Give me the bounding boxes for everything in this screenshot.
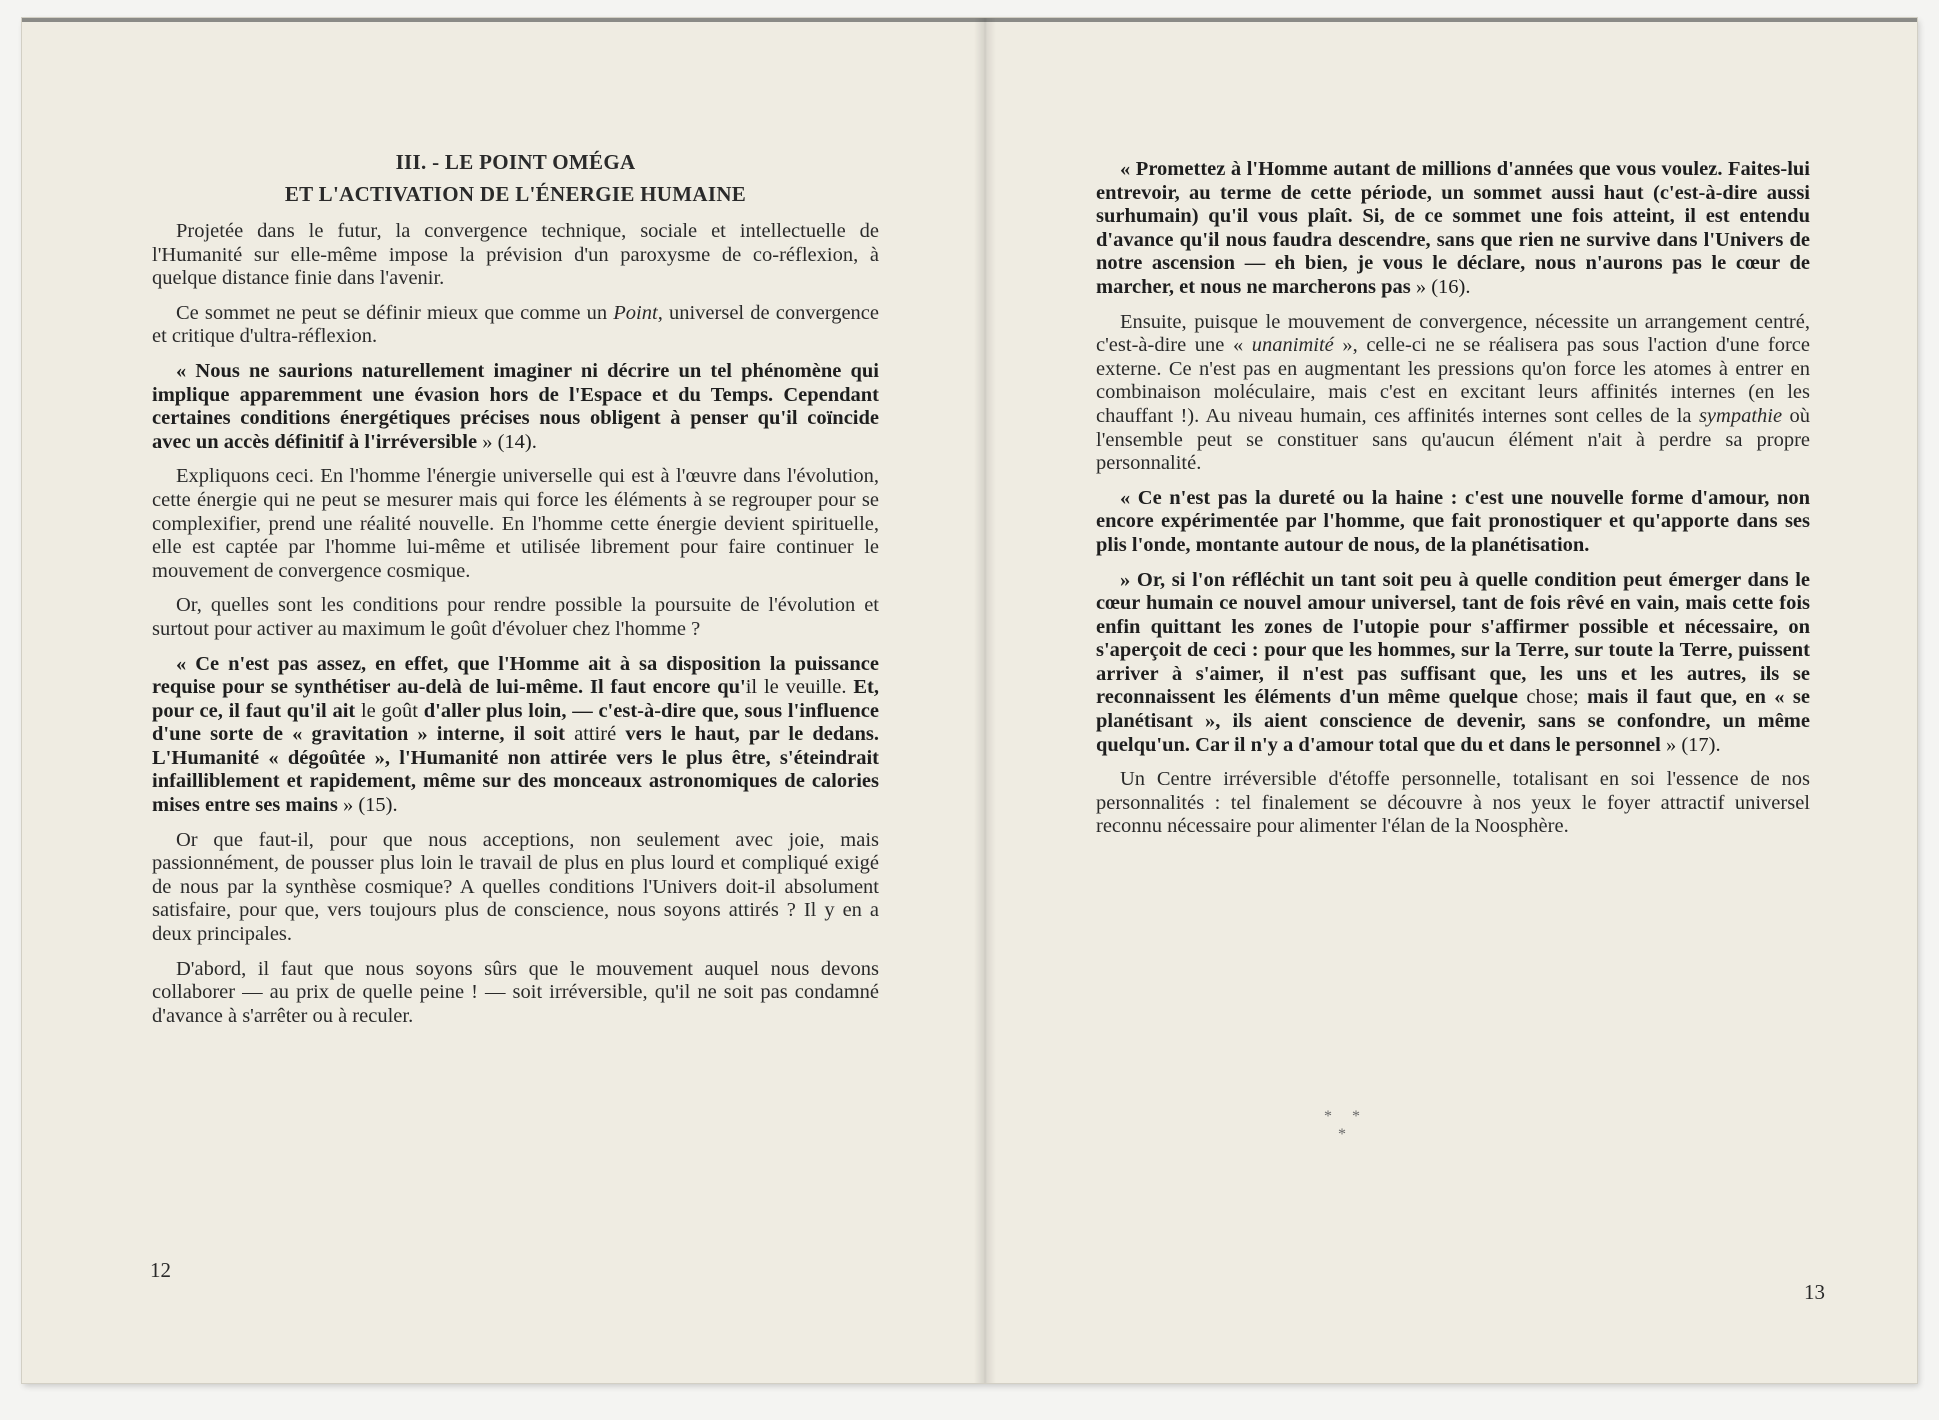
- paragraph-1: Projetée dans le futur, la convergence technique, sociale et intellectuelle de l'Humanité sur elle-même impose la prévision d'un paroxysme de co-réflexion, à quelque distance finie dans l'avenir.: [152, 220, 879, 290]
- book-spread: [22, 18, 1917, 1383]
- quote-15-text-b: il le veuille.: [745, 676, 854, 699]
- page-number-right: 13: [1804, 1280, 1825, 1304]
- paragraph-8: Un Centre irréversible d'étoffe personnelle, totalisant en soi l'essence de nos personnalités : tel finalement se découvre à nos yeux le foyer attractif universel reconnu nécessaire pour alimenter l'élan de la Noosphère.: [1096, 768, 1810, 838]
- left-page: [22, 18, 986, 1383]
- quote-17-ref: » (17).: [1660, 733, 1721, 756]
- paragraph-7-text-a: Ensuite, puisque le mouvement de convergence, nécessite un arrangement centré, c'est-à-dire une «: [1096, 310, 1810, 357]
- paragraph-2-text-b: universel de convergence et critique d'ultra-réflexion.: [152, 301, 879, 348]
- paragraph-7-text-b: », celle-ci ne se réalisera pas sous l'action d'une force externe. Ce n'est pas en augmentant les pressions qu'on force les atomes à entrer en combinaison moléculaire, mais c'est en excitant leurs affinités internes (en les chauffant !). Au niveau humain, ces affinités internes sont celles de la: [1096, 334, 1810, 427]
- section-separator-stars: * * *: [1324, 1108, 1368, 1143]
- quote-15-text-a: « Ce n'est pas assez, en effet, que l'Homme ait à sa disposition la puissance requise pour se synthétiser au-delà de lui-même. Il faut encore qu': [152, 652, 879, 699]
- paragraph-2-italic: Point,: [613, 301, 663, 324]
- quote-15-ref: » (15).: [337, 794, 398, 817]
- quote-15-text-e: d'aller plus loin, — c'est-à-dire que, sous l'influence d'une sorte de « gravitation » interne, il soit: [152, 699, 879, 746]
- quote-16-text: « Promettez à l'Homme autant de millions d'années que vous voulez. Faites-lui entrevoir, au terme de cette période, un sommet aussi haut (c'est-à-dire aussi surhumain) qu'il vous plaît. Si, de ce sommet une fois atteint, il est entendu d'avance qu'il nous faudra descendre, sans que rien ne survive dans l'Univers de notre ascension — eh bien, je vous le déclare, nous n'aurons pas le cœur de marcher, et nous ne marcherons pas: [1096, 158, 1810, 298]
- quote-14-ref: » (14).: [477, 430, 537, 453]
- quote-15-text-f: attiré: [574, 723, 626, 746]
- paragraph-4: Or, quelles sont les conditions pour rendre possible la poursuite de l'évolution et surtout pour activer au maximum le goût d'évoluer chez l'homme ?: [152, 594, 879, 640]
- quote-17-part-1: « Ce n'est pas la dureté ou la haine : c'est une nouvelle forme d'amour, non encore expérimentée par l'homme, que fait pronostiquer et qu'apporte dans ses plis l'onde, montante autour de nous, de la planétisation.: [1096, 486, 1810, 556]
- chapter-title-line-1: III. - LE POINT OMÉGA: [395, 150, 636, 174]
- chapter-title-line-2: ET L'ACTIVATION DE L'ÉNERGIE HUMAINE: [284, 182, 747, 206]
- quote-15-text-g: vers le haut, par le dedans. L'Humanité « dégoûtée », l'Humanité non attirée vers le plus être, s'éteindrait infailliblement et rapidement, même sur des monceaux astronomiques de calories mises entre ses mains: [152, 723, 879, 817]
- quote-17-text-n: chose;: [1526, 686, 1588, 709]
- right-page: [986, 18, 1917, 1383]
- paragraph-3: Expliquons ceci. En l'homme l'énergie universelle qui est à l'œuvre dans l'évolution, cette énergie qui ne peut se mesurer mais qui force les éléments à se regrouper pour se complexifier, prend une réalité nouvelle. En l'homme cette énergie devient spirituelle, elle est captée par l'homme lui-même et utilisée librement pour faire continuer le mouvement de convergence cosmique.: [152, 465, 879, 582]
- quote-16: [1096, 158, 1810, 300]
- left-text-column: [152, 146, 879, 1039]
- quote-17-text-b: mais il faut que, en « se planétisant », ils aient conscience de devenir, sans se confondre, un même quelqu'un. Car il n'y a d'amour total que du et dans le personnel: [1096, 686, 1810, 756]
- paragraph-7-italic-2: sympathie: [1698, 404, 1783, 427]
- quote-14-text: « Nous ne saurions naturellement imaginer ni décrire un tel phénomène qui implique apparemment une évasion hors de l'Espace et du Temps. Cependant certaines conditions énergétiques précises nous obligent à penser qu'il coïncide avec un accès définitif à l'irréversible: [152, 359, 879, 453]
- right-text-column: [1096, 158, 1810, 850]
- paragraph-5: Or que faut-il, pour que nous acceptions, non seulement avec joie, mais passionnément, de pousser plus loin le travail de plus en plus lourd et compliqué exigé de nous par la synthèse cosmique? A quelles conditions l'Univers doit-il absolument satisfaire, pour que, vers toujours plus de conscience, nous soyons attirés ? Il y en a deux principales.: [152, 828, 879, 946]
- chapter-title: [152, 146, 879, 210]
- page-number-left: 12: [150, 1258, 171, 1282]
- paragraph-7-text-c: où l'ensemble peut se constituer sans qu'aucun élément n'ait à perdre sa propre personnalité.: [1096, 404, 1810, 475]
- quote-17-part-2: [1096, 569, 1810, 758]
- quote-15-text-d: le goût: [360, 699, 424, 722]
- paragraph-7: [1096, 311, 1810, 476]
- paragraph-7-italic-1: unanimité: [1251, 334, 1334, 357]
- paragraph-2: [152, 302, 879, 349]
- paragraph-6: D'abord, il faut que nous soyons sûrs que le mouvement auquel nous devons collaborer — au prix de quelle peine ! — soit irréversible, qu'il ne soit pas condamné d'avance à s'arrêter ou à reculer.: [152, 957, 879, 1027]
- quote-16-ref: » (16).: [1410, 275, 1471, 298]
- quote-17-text-a: » Or, si l'on réfléchit un tant soit peu à quelle condition peut émerger dans le cœur humain ce nouvel amour universel, tant de fois rêvé en vain, mais cette fois enfin quittant les zones de l'utopie pour s'affirmer possible et nécessaire, on s'aperçoit de ceci : pour que les hommes, sur la Terre, sur toute la Terre, puissent arriver à s'aimer, il n'est pas suffisant que, les uns et les autres, ils se reconnaissent les éléments d'un même quelque: [1096, 568, 1810, 709]
- quote-15: [152, 653, 879, 818]
- quote-14: [152, 360, 879, 454]
- paragraph-2-text-a: Ce sommet ne peut se définir mieux que comme un: [176, 301, 614, 324]
- quote-15-text-c: Et, pour ce, il faut qu'il ait: [152, 676, 879, 722]
